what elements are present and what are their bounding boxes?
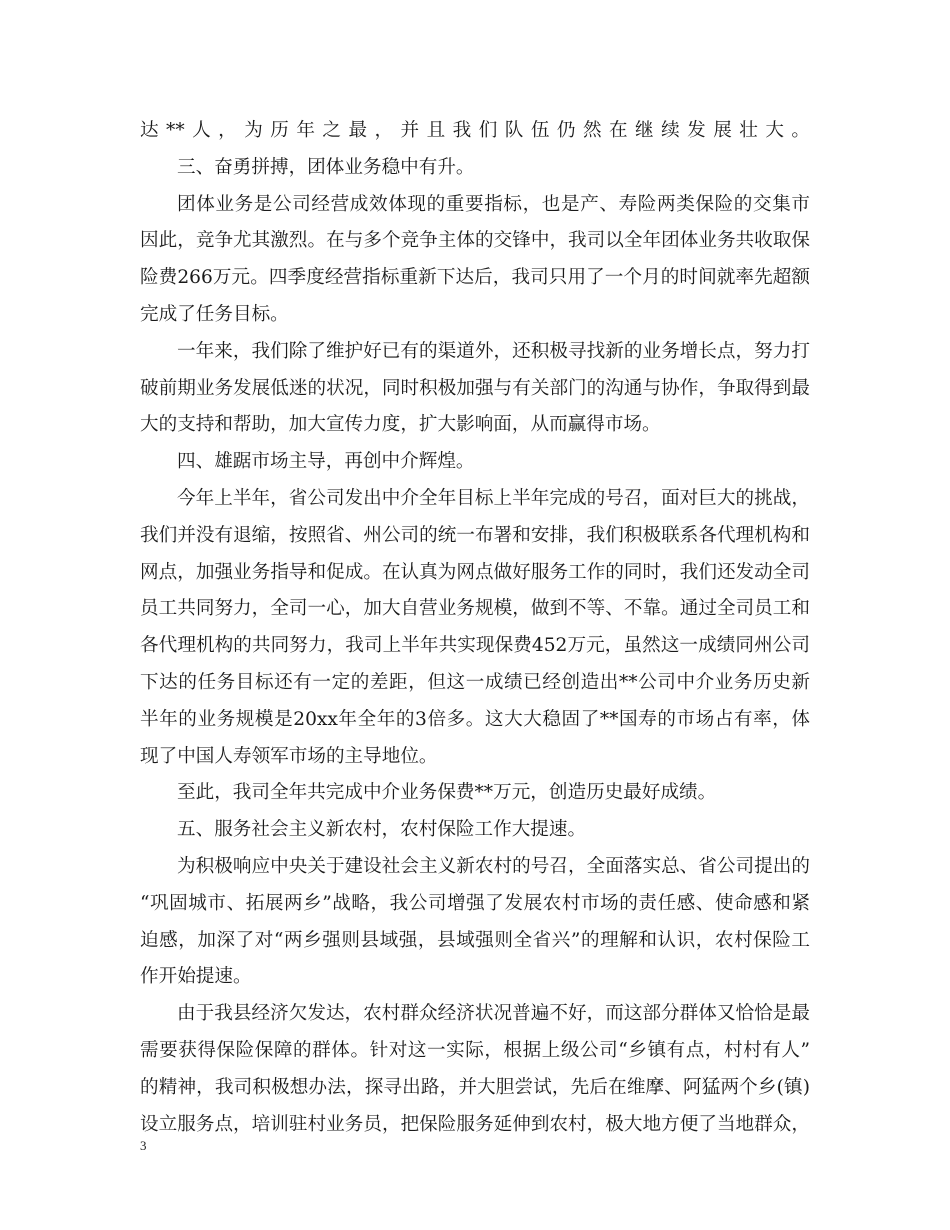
text-line: 我们并没有退缩，按照省、州公司的统一布署和安排，我们积极联系各代理机构和 [140,524,810,546]
section-heading: 四、雄踞市场主导，再创中介辉煌。 [177,451,475,473]
text-line: 为积极响应中央关于建设社会主义新农村的号召，全面落实总、省公司提出的 [177,855,810,877]
text-line: 各代理机构的共同努力，我司上半年共实现保费452万元，虽然这一成绩同州公司 [140,635,810,657]
text-line: 员工共同努力，全司一心，加大自营业务规模，做到不等、不靠。通过全司员工和 [140,598,810,620]
text-line: 团体业务是公司经营成效体现的重要指标，也是产、寿险两类保险的交集市 [177,193,810,215]
text-line: “巩固城市、拓展两乡”战略，我公司增强了发展农村市场的责任感、使命感和紧 [140,892,810,914]
text-line: 大的支持和帮助，加大宣传力度，扩大影响面，从而赢得市场。 [140,414,661,436]
section-heading: 五、服务社会主义新农村，农村保险工作大提速。 [177,819,587,841]
text-line: 下达的任务目标还有一定的差距，但这一成绩已经创造出**公司中介业务历史新 [140,671,810,693]
text-line: 需要获得保险保障的群体。针对这一实际，根据上级公司“乡镇有点，村村有人” [140,1039,810,1061]
text-line: 险费266万元。四季度经营指标重新下达后，我司只用了一个月的时间就率先超额 [140,267,810,289]
text-line: 由于我县经济欠发达，农村群众经济状况普遍不好，而这部分群体又恰恰是最 [177,1003,810,1025]
text-line: 网点，加强业务指导和促成。在认真为网点做好服务工作的同时，我们还发动全司 [140,561,810,583]
section-heading: 三、奋勇拼搏，团体业务稳中有升。 [177,156,475,178]
text-line: 迫感，加深了对“两乡强则县域强，县域强则全省兴”的理解和认识，农村保险工 [140,929,810,951]
document-body [140,113,810,1143]
text-line: 今年上半年，省公司发出中介全年目标上半年完成的号召，面对巨大的挑战， [177,487,810,509]
text-line: 的精神，我司积极想办法，探寻出路，并大胆尝试，先后在维摩、阿猛两个乡(镇) [140,1076,810,1098]
text-line: 完成了任务目标。 [140,303,289,325]
text-line: 设立服务点，培训驻村业务员，把保险服务延伸到农村，极大地方便了当地群众， [140,1113,810,1135]
text-line: 因此，竞争尤其激烈。在与多个竞争主体的交锋中，我司以全年团体业务共收取保 [140,230,810,252]
text-line: 至此，我司全年共完成中介业务保费**万元，创造历史最好成绩。 [177,782,717,804]
page-number: 3 [140,1138,147,1153]
text-line: 半年的业务规模是20xx年全年的3倍多。这大大稳固了**国寿的市场占有率，体 [140,708,810,730]
text-line: 一年来，我们除了维护好已有的渠道外，还积极寻找新的业务增长点，努力打 [177,340,810,362]
text-line: 破前期业务发展低迷的状况，同时积极加强与有关部门的沟通与协作，争取得到最 [140,377,810,399]
text-line: 作开始提速。 [140,966,252,988]
text-line: 现了中国人寿领军市场的主导地位。 [140,745,438,767]
text-line: 达**人，为历年之最，并且我们队伍仍然在继续发展壮大。 [140,120,810,141]
